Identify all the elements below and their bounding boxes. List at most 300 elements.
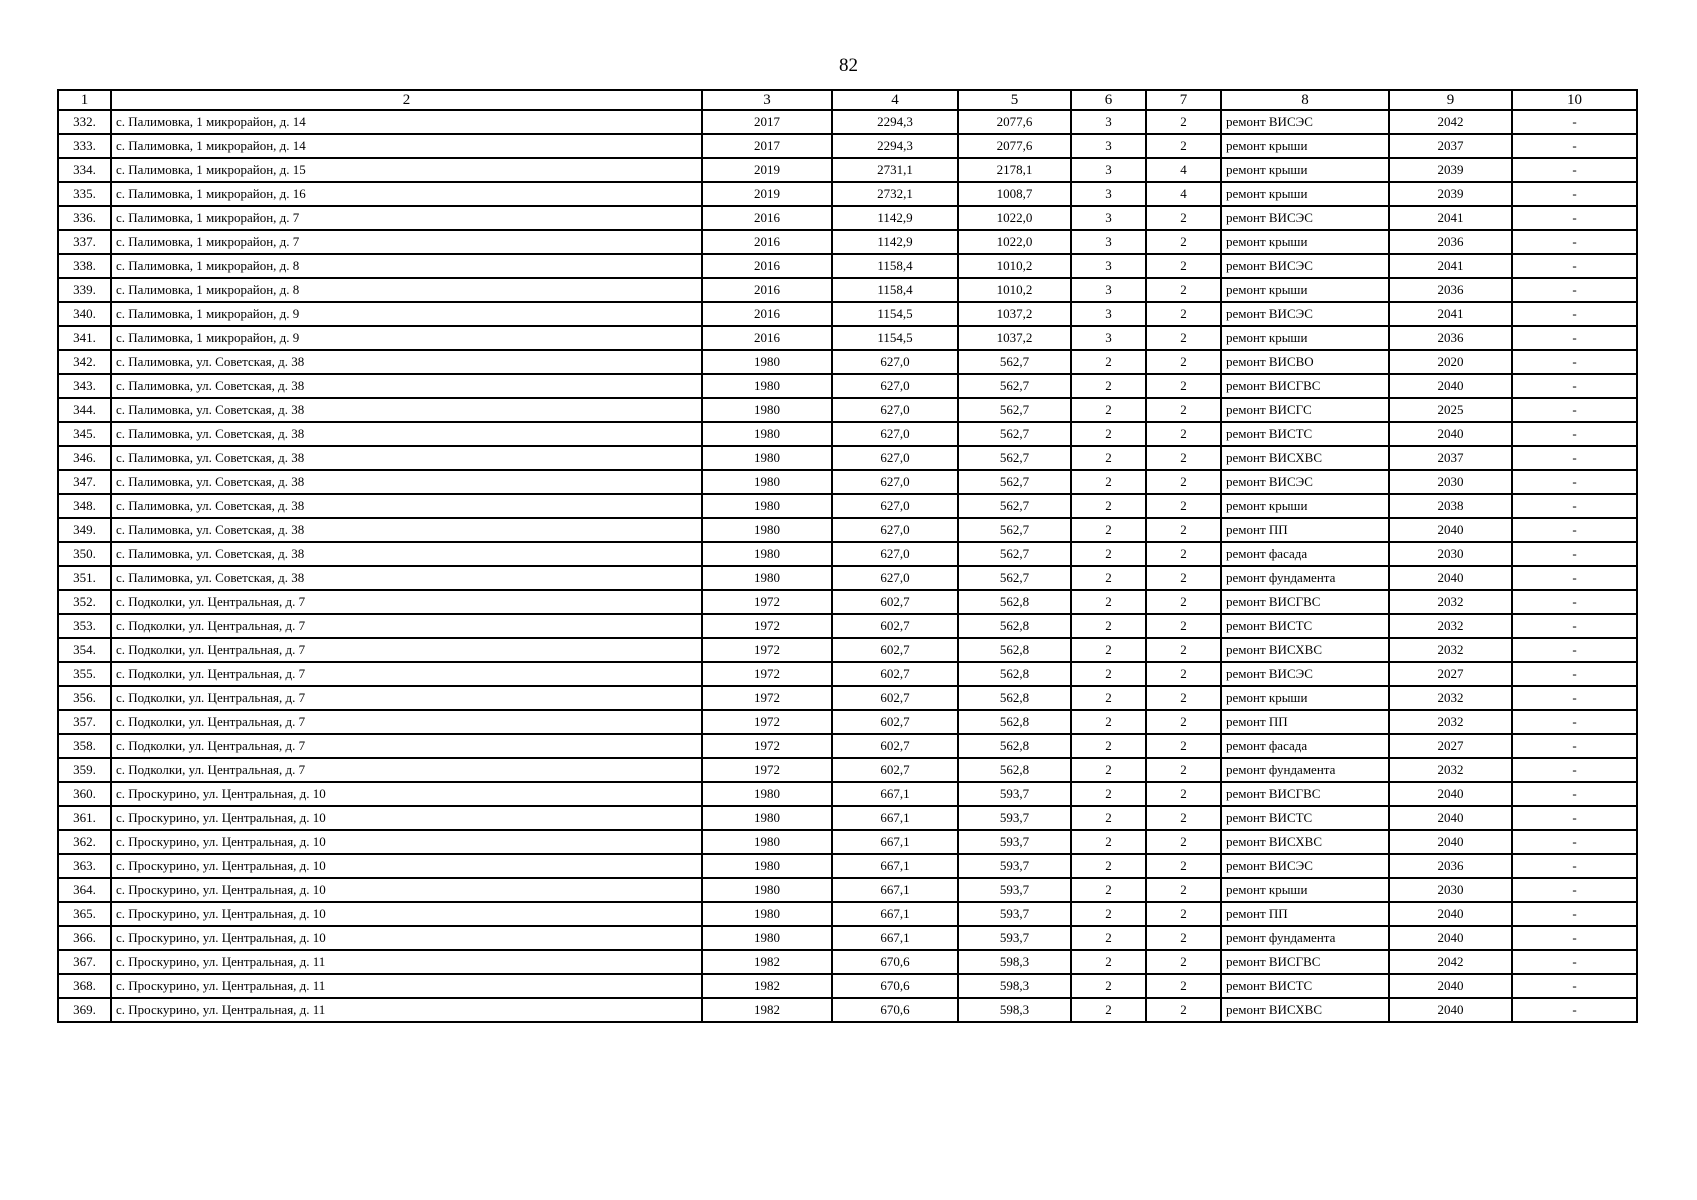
cell-address: с. Палимовка, 1 микрорайон, д. 8	[111, 254, 702, 278]
table-row	[58, 710, 1637, 734]
table-row	[58, 470, 1637, 494]
cell-total-area: 1158,4	[832, 278, 958, 302]
cell-build-year: 1972	[702, 734, 832, 758]
cell-build-year: 1972	[702, 638, 832, 662]
cell-row-number: 368.	[58, 974, 111, 998]
cell-build-year: 1980	[702, 806, 832, 830]
cell-address: с. Проскурино, ул. Центральная, д. 10	[111, 926, 702, 950]
cell-planned-year: 2027	[1389, 734, 1512, 758]
cell-floors: 2	[1071, 566, 1146, 590]
cell-build-year: 2016	[702, 326, 832, 350]
cell-living-area: 562,7	[958, 422, 1071, 446]
cell-total-area: 2731,1	[832, 158, 958, 182]
cell-work-type: ремонт ВИСГС	[1221, 398, 1389, 422]
cell-address: с. Проскурино, ул. Центральная, д. 10	[111, 782, 702, 806]
cell-work-type: ремонт фундамента	[1221, 926, 1389, 950]
cell-entrances: 2	[1146, 134, 1221, 158]
cell-row-number: 347.	[58, 470, 111, 494]
cell-entrances: 2	[1146, 950, 1221, 974]
table-row	[58, 998, 1637, 1022]
cell-note: -	[1512, 878, 1637, 902]
table-row	[58, 734, 1637, 758]
cell-floors: 2	[1071, 806, 1146, 830]
cell-work-type: ремонт фасада	[1221, 542, 1389, 566]
cell-note: -	[1512, 710, 1637, 734]
cell-row-number: 344.	[58, 398, 111, 422]
cell-build-year: 1982	[702, 950, 832, 974]
cell-living-area: 562,8	[958, 662, 1071, 686]
cell-planned-year: 2040	[1389, 566, 1512, 590]
cell-total-area: 2294,3	[832, 134, 958, 158]
cell-planned-year: 2040	[1389, 518, 1512, 542]
cell-note: -	[1512, 470, 1637, 494]
cell-entrances: 2	[1146, 446, 1221, 470]
cell-living-area: 562,7	[958, 542, 1071, 566]
cell-total-area: 667,1	[832, 854, 958, 878]
cell-build-year: 2016	[702, 278, 832, 302]
table-row	[58, 662, 1637, 686]
cell-row-number: 357.	[58, 710, 111, 734]
cell-address: с. Палимовка, 1 микрорайон, д. 16	[111, 182, 702, 206]
cell-build-year: 1982	[702, 974, 832, 998]
cell-planned-year: 2032	[1389, 686, 1512, 710]
cell-floors: 2	[1071, 470, 1146, 494]
table-row	[58, 254, 1637, 278]
cell-row-number: 348.	[58, 494, 111, 518]
cell-address: с. Палимовка, 1 микрорайон, д. 8	[111, 278, 702, 302]
cell-note: -	[1512, 494, 1637, 518]
table-row	[58, 134, 1637, 158]
cell-work-type: ремонт крыши	[1221, 686, 1389, 710]
cell-planned-year: 2032	[1389, 590, 1512, 614]
cell-build-year: 2016	[702, 302, 832, 326]
cell-row-number: 353.	[58, 614, 111, 638]
cell-entrances: 2	[1146, 638, 1221, 662]
cell-address: с. Проскурино, ул. Центральная, д. 10	[111, 830, 702, 854]
cell-build-year: 1980	[702, 398, 832, 422]
cell-entrances: 2	[1146, 758, 1221, 782]
cell-floors: 2	[1071, 758, 1146, 782]
cell-work-type: ремонт ПП	[1221, 518, 1389, 542]
cell-note: -	[1512, 974, 1637, 998]
cell-planned-year: 2040	[1389, 806, 1512, 830]
cell-work-type: ремонт ВИСЭС	[1221, 254, 1389, 278]
cell-planned-year: 2040	[1389, 830, 1512, 854]
cell-row-number: 337.	[58, 230, 111, 254]
cell-entrances: 2	[1146, 974, 1221, 998]
cell-entrances: 2	[1146, 734, 1221, 758]
cell-work-type: ремонт ВИСГВС	[1221, 590, 1389, 614]
table-row	[58, 902, 1637, 926]
cell-living-area: 593,7	[958, 854, 1071, 878]
cell-floors: 2	[1071, 518, 1146, 542]
cell-work-type: ремонт крыши	[1221, 134, 1389, 158]
cell-living-area: 593,7	[958, 926, 1071, 950]
cell-row-number: 349.	[58, 518, 111, 542]
cell-row-number: 351.	[58, 566, 111, 590]
cell-floors: 2	[1071, 350, 1146, 374]
cell-planned-year: 2036	[1389, 326, 1512, 350]
cell-floors: 2	[1071, 734, 1146, 758]
cell-planned-year: 2041	[1389, 254, 1512, 278]
cell-row-number: 358.	[58, 734, 111, 758]
cell-build-year: 1980	[702, 446, 832, 470]
cell-address: с. Подколки, ул. Центральная, д. 7	[111, 662, 702, 686]
cell-work-type: ремонт ВИСЭС	[1221, 470, 1389, 494]
cell-build-year: 1972	[702, 758, 832, 782]
cell-total-area: 627,0	[832, 374, 958, 398]
cell-total-area: 602,7	[832, 710, 958, 734]
table-row	[58, 518, 1637, 542]
table-row	[58, 566, 1637, 590]
cell-build-year: 1980	[702, 782, 832, 806]
cell-total-area: 627,0	[832, 494, 958, 518]
cell-entrances: 2	[1146, 326, 1221, 350]
cell-work-type: ремонт фундамента	[1221, 566, 1389, 590]
cell-planned-year: 2040	[1389, 422, 1512, 446]
cell-planned-year: 2030	[1389, 542, 1512, 566]
cell-entrances: 2	[1146, 854, 1221, 878]
cell-address: с. Палимовка, 1 микрорайон, д. 7	[111, 206, 702, 230]
cell-work-type: ремонт ВИСЭС	[1221, 302, 1389, 326]
cell-address: с. Подколки, ул. Центральная, д. 7	[111, 758, 702, 782]
cell-living-area: 1010,2	[958, 278, 1071, 302]
cell-floors: 3	[1071, 134, 1146, 158]
cell-total-area: 602,7	[832, 590, 958, 614]
cell-note: -	[1512, 398, 1637, 422]
cell-floors: 2	[1071, 542, 1146, 566]
header-cell: 5	[958, 90, 1071, 110]
cell-work-type: ремонт крыши	[1221, 158, 1389, 182]
cell-build-year: 1980	[702, 566, 832, 590]
cell-work-type: ремонт крыши	[1221, 326, 1389, 350]
cell-total-area: 1142,9	[832, 230, 958, 254]
cell-entrances: 2	[1146, 662, 1221, 686]
cell-planned-year: 2040	[1389, 782, 1512, 806]
cell-entrances: 2	[1146, 902, 1221, 926]
table-row	[58, 758, 1637, 782]
cell-living-area: 593,7	[958, 878, 1071, 902]
cell-entrances: 2	[1146, 374, 1221, 398]
cell-work-type: ремонт ВИСГВС	[1221, 950, 1389, 974]
cell-living-area: 562,7	[958, 494, 1071, 518]
cell-living-area: 562,8	[958, 710, 1071, 734]
cell-planned-year: 2041	[1389, 302, 1512, 326]
cell-living-area: 562,7	[958, 398, 1071, 422]
header-cell: 10	[1512, 90, 1637, 110]
cell-note: -	[1512, 254, 1637, 278]
cell-planned-year: 2036	[1389, 230, 1512, 254]
cell-total-area: 602,7	[832, 734, 958, 758]
cell-build-year: 1980	[702, 902, 832, 926]
cell-floors: 2	[1071, 782, 1146, 806]
cell-total-area: 667,1	[832, 878, 958, 902]
cell-address: с. Палимовка, ул. Советская, д. 38	[111, 422, 702, 446]
header-cell: 1	[58, 90, 111, 110]
cell-build-year: 1980	[702, 350, 832, 374]
cell-work-type: ремонт ВИСЭС	[1221, 206, 1389, 230]
table-row	[58, 806, 1637, 830]
cell-total-area: 670,6	[832, 950, 958, 974]
cell-row-number: 332.	[58, 110, 111, 134]
repair-schedule-table	[57, 89, 1638, 1023]
cell-work-type: ремонт ВИСГВС	[1221, 782, 1389, 806]
cell-note: -	[1512, 182, 1637, 206]
table-row	[58, 782, 1637, 806]
cell-row-number: 338.	[58, 254, 111, 278]
cell-address: с. Палимовка, ул. Советская, д. 38	[111, 470, 702, 494]
cell-entrances: 2	[1146, 518, 1221, 542]
cell-build-year: 1980	[702, 494, 832, 518]
cell-row-number: 346.	[58, 446, 111, 470]
cell-entrances: 4	[1146, 182, 1221, 206]
cell-total-area: 627,0	[832, 446, 958, 470]
cell-floors: 2	[1071, 878, 1146, 902]
cell-address: с. Подколки, ул. Центральная, д. 7	[111, 614, 702, 638]
table-row	[58, 206, 1637, 230]
cell-living-area: 562,7	[958, 446, 1071, 470]
cell-address: с. Проскурино, ул. Центральная, д. 11	[111, 998, 702, 1022]
cell-work-type: ремонт ВИСХВС	[1221, 638, 1389, 662]
cell-entrances: 2	[1146, 614, 1221, 638]
cell-address: с. Подколки, ул. Центральная, д. 7	[111, 638, 702, 662]
cell-build-year: 1982	[702, 998, 832, 1022]
cell-planned-year: 2030	[1389, 470, 1512, 494]
cell-work-type: ремонт ВИСХВС	[1221, 998, 1389, 1022]
cell-floors: 2	[1071, 902, 1146, 926]
cell-build-year: 1972	[702, 686, 832, 710]
cell-total-area: 670,6	[832, 998, 958, 1022]
cell-floors: 2	[1071, 998, 1146, 1022]
table-row	[58, 614, 1637, 638]
cell-entrances: 2	[1146, 686, 1221, 710]
cell-total-area: 602,7	[832, 758, 958, 782]
header-row	[58, 90, 1637, 110]
cell-build-year: 1980	[702, 374, 832, 398]
cell-address: с. Подколки, ул. Центральная, д. 7	[111, 686, 702, 710]
cell-entrances: 2	[1146, 830, 1221, 854]
cell-work-type: ремонт ПП	[1221, 710, 1389, 734]
table-row	[58, 110, 1637, 134]
cell-row-number: 342.	[58, 350, 111, 374]
cell-row-number: 352.	[58, 590, 111, 614]
cell-living-area: 562,8	[958, 758, 1071, 782]
cell-floors: 2	[1071, 494, 1146, 518]
cell-entrances: 2	[1146, 566, 1221, 590]
cell-total-area: 667,1	[832, 926, 958, 950]
cell-work-type: ремонт ВИСЭС	[1221, 854, 1389, 878]
header-cell: 2	[111, 90, 702, 110]
cell-living-area: 562,8	[958, 638, 1071, 662]
cell-floors: 2	[1071, 710, 1146, 734]
cell-total-area: 602,7	[832, 638, 958, 662]
cell-living-area: 562,7	[958, 470, 1071, 494]
cell-address: с. Проскурино, ул. Центральная, д. 10	[111, 854, 702, 878]
cell-entrances: 2	[1146, 806, 1221, 830]
cell-planned-year: 2040	[1389, 974, 1512, 998]
cell-floors: 3	[1071, 326, 1146, 350]
cell-build-year: 1980	[702, 470, 832, 494]
cell-address: с. Палимовка, ул. Советская, д. 38	[111, 518, 702, 542]
cell-living-area: 2178,1	[958, 158, 1071, 182]
cell-entrances: 2	[1146, 350, 1221, 374]
cell-entrances: 2	[1146, 542, 1221, 566]
cell-planned-year: 2042	[1389, 950, 1512, 974]
cell-living-area: 2077,6	[958, 134, 1071, 158]
cell-living-area: 598,3	[958, 974, 1071, 998]
cell-build-year: 2017	[702, 134, 832, 158]
cell-entrances: 2	[1146, 110, 1221, 134]
cell-build-year: 2019	[702, 158, 832, 182]
cell-total-area: 1154,5	[832, 302, 958, 326]
cell-work-type: ремонт крыши	[1221, 278, 1389, 302]
cell-living-area: 1010,2	[958, 254, 1071, 278]
cell-build-year: 1980	[702, 830, 832, 854]
table-row	[58, 926, 1637, 950]
cell-row-number: 359.	[58, 758, 111, 782]
cell-planned-year: 2038	[1389, 494, 1512, 518]
cell-address: с. Проскурино, ул. Центральная, д. 10	[111, 806, 702, 830]
cell-living-area: 562,7	[958, 518, 1071, 542]
cell-note: -	[1512, 830, 1637, 854]
cell-floors: 2	[1071, 686, 1146, 710]
cell-floors: 2	[1071, 446, 1146, 470]
cell-address: с. Проскурино, ул. Центральная, д. 11	[111, 974, 702, 998]
cell-row-number: 365.	[58, 902, 111, 926]
header-cell: 8	[1221, 90, 1389, 110]
cell-row-number: 364.	[58, 878, 111, 902]
cell-total-area: 627,0	[832, 566, 958, 590]
cell-living-area: 598,3	[958, 950, 1071, 974]
cell-build-year: 1980	[702, 926, 832, 950]
cell-row-number: 361.	[58, 806, 111, 830]
table-row	[58, 830, 1637, 854]
cell-entrances: 2	[1146, 398, 1221, 422]
cell-row-number: 355.	[58, 662, 111, 686]
header-cell: 7	[1146, 90, 1221, 110]
cell-floors: 2	[1071, 638, 1146, 662]
cell-floors: 2	[1071, 662, 1146, 686]
cell-planned-year: 2040	[1389, 998, 1512, 1022]
cell-address: с. Палимовка, ул. Советская, д. 38	[111, 446, 702, 470]
cell-note: -	[1512, 206, 1637, 230]
cell-floors: 2	[1071, 950, 1146, 974]
cell-note: -	[1512, 374, 1637, 398]
cell-row-number: 360.	[58, 782, 111, 806]
cell-row-number: 333.	[58, 134, 111, 158]
cell-planned-year: 2036	[1389, 278, 1512, 302]
cell-address: с. Палимовка, ул. Советская, д. 38	[111, 542, 702, 566]
cell-planned-year: 2040	[1389, 374, 1512, 398]
cell-build-year: 1980	[702, 854, 832, 878]
cell-note: -	[1512, 278, 1637, 302]
cell-planned-year: 2037	[1389, 446, 1512, 470]
cell-note: -	[1512, 302, 1637, 326]
cell-row-number: 343.	[58, 374, 111, 398]
cell-row-number: 366.	[58, 926, 111, 950]
cell-build-year: 1980	[702, 542, 832, 566]
cell-address: с. Палимовка, 1 микрорайон, д. 9	[111, 302, 702, 326]
cell-build-year: 2016	[702, 254, 832, 278]
cell-address: с. Палимовка, 1 микрорайон, д. 14	[111, 134, 702, 158]
cell-living-area: 593,7	[958, 782, 1071, 806]
cell-address: с. Палимовка, ул. Советская, д. 38	[111, 494, 702, 518]
cell-note: -	[1512, 662, 1637, 686]
cell-address: с. Палимовка, 1 микрорайон, д. 9	[111, 326, 702, 350]
cell-build-year: 1980	[702, 878, 832, 902]
header-cell: 4	[832, 90, 958, 110]
cell-work-type: ремонт крыши	[1221, 878, 1389, 902]
cell-row-number: 350.	[58, 542, 111, 566]
cell-work-type: ремонт ВИСТС	[1221, 974, 1389, 998]
cell-build-year: 1972	[702, 590, 832, 614]
cell-build-year: 1980	[702, 422, 832, 446]
cell-living-area: 598,3	[958, 998, 1071, 1022]
cell-living-area: 1037,2	[958, 326, 1071, 350]
cell-floors: 3	[1071, 158, 1146, 182]
cell-work-type: ремонт ВИСЭС	[1221, 110, 1389, 134]
cell-note: -	[1512, 950, 1637, 974]
table-row	[58, 542, 1637, 566]
cell-total-area: 627,0	[832, 422, 958, 446]
cell-living-area: 593,7	[958, 806, 1071, 830]
cell-work-type: ремонт ВИСТС	[1221, 422, 1389, 446]
cell-note: -	[1512, 902, 1637, 926]
cell-entrances: 2	[1146, 278, 1221, 302]
cell-row-number: 341.	[58, 326, 111, 350]
table-row	[58, 374, 1637, 398]
cell-total-area: 670,6	[832, 974, 958, 998]
cell-total-area: 627,0	[832, 470, 958, 494]
cell-row-number: 339.	[58, 278, 111, 302]
cell-address: с. Палимовка, 1 микрорайон, д. 7	[111, 230, 702, 254]
cell-living-area: 562,8	[958, 734, 1071, 758]
cell-planned-year: 2030	[1389, 878, 1512, 902]
cell-work-type: ремонт крыши	[1221, 230, 1389, 254]
cell-living-area: 562,7	[958, 566, 1071, 590]
cell-note: -	[1512, 686, 1637, 710]
cell-note: -	[1512, 926, 1637, 950]
cell-note: -	[1512, 638, 1637, 662]
cell-floors: 2	[1071, 422, 1146, 446]
cell-row-number: 340.	[58, 302, 111, 326]
cell-address: с. Подколки, ул. Центральная, д. 7	[111, 590, 702, 614]
cell-work-type: ремонт ВИСЭС	[1221, 662, 1389, 686]
cell-total-area: 667,1	[832, 830, 958, 854]
cell-address: с. Палимовка, ул. Советская, д. 38	[111, 350, 702, 374]
cell-living-area: 593,7	[958, 830, 1071, 854]
cell-work-type: ремонт фасада	[1221, 734, 1389, 758]
cell-total-area: 667,1	[832, 782, 958, 806]
cell-build-year: 1980	[702, 518, 832, 542]
cell-total-area: 2732,1	[832, 182, 958, 206]
cell-total-area: 627,0	[832, 542, 958, 566]
table-row	[58, 854, 1637, 878]
cell-floors: 2	[1071, 926, 1146, 950]
table-row	[58, 158, 1637, 182]
cell-row-number: 335.	[58, 182, 111, 206]
table-row	[58, 182, 1637, 206]
cell-address: с. Подколки, ул. Центральная, д. 7	[111, 734, 702, 758]
cell-row-number: 356.	[58, 686, 111, 710]
cell-total-area: 1154,5	[832, 326, 958, 350]
cell-row-number: 362.	[58, 830, 111, 854]
cell-row-number: 334.	[58, 158, 111, 182]
cell-row-number: 369.	[58, 998, 111, 1022]
header-cell: 6	[1071, 90, 1146, 110]
cell-work-type: ремонт ПП	[1221, 902, 1389, 926]
cell-planned-year: 2025	[1389, 398, 1512, 422]
